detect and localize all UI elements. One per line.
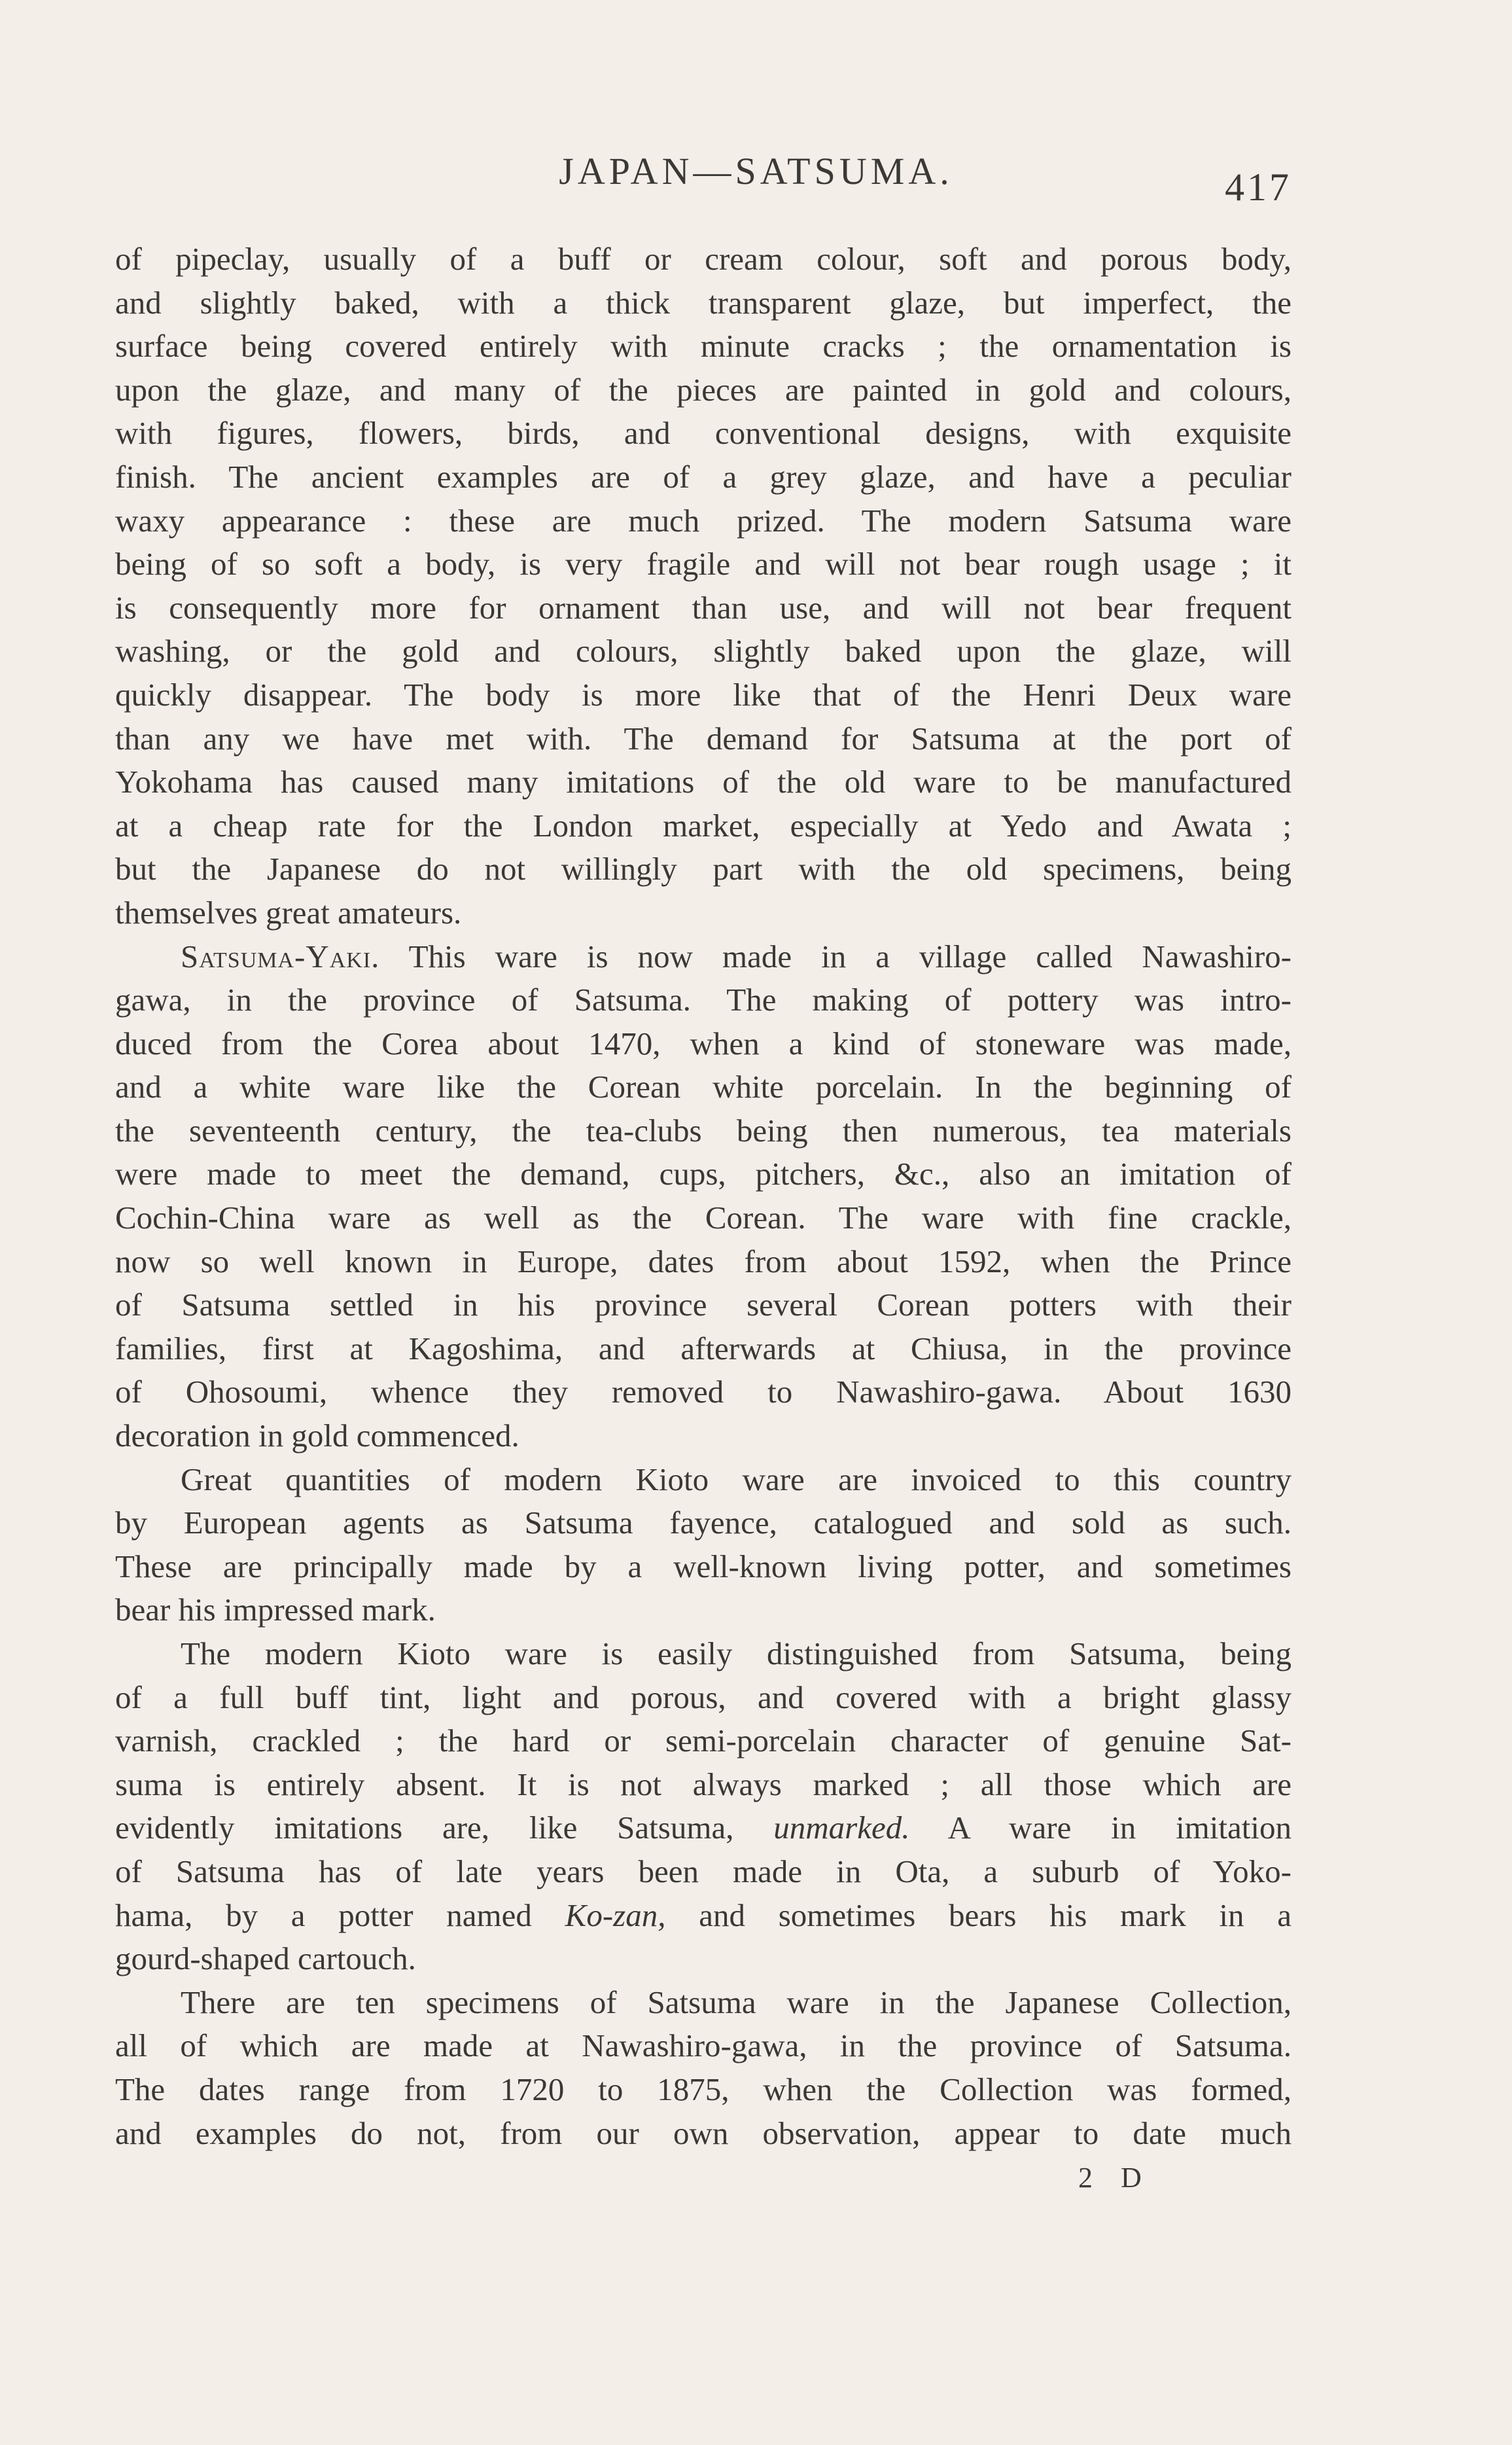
italic-ko-zan: Ko-zan, bbox=[565, 1897, 666, 1933]
text-line: upon the glaze, and many of the pieces are painted in gold and colours, bbox=[115, 371, 1292, 408]
paragraph-3 bbox=[115, 1458, 1292, 1632]
text-line: gourd-shaped cartouch. bbox=[115, 1940, 416, 1977]
text-line: Cochin-China ware as well as the Corean. The ware with fine crackle, bbox=[115, 1200, 1292, 1236]
text-line: Yokohama has caused many imitations of the old ware to be manufactured bbox=[115, 764, 1292, 800]
text-line: of a full buff tint, light and porous, and covered with a bright glassy bbox=[115, 1679, 1292, 1715]
text-line: families, first at Kagoshima, and afterwards at Chiusa, in the province bbox=[115, 1330, 1292, 1366]
text-line: waxy appearance : these are much prized. The modern Satsuma ware bbox=[115, 502, 1292, 539]
text-span: hama, by a potter named bbox=[115, 1897, 532, 1933]
text-line: Great quantities of modern Kioto ware are invoiced to this country bbox=[181, 1461, 1292, 1497]
text-line: washing, or the gold and colours, slightly baked upon the glaze, will bbox=[115, 633, 1292, 669]
signature-mark: 2 D bbox=[1078, 2162, 1152, 2194]
text-line: themselves great amateurs. bbox=[115, 894, 462, 931]
text-line: of Satsuma settled in his province several Corean potters with their bbox=[115, 1287, 1292, 1323]
text-line: were made to meet the demand, cups, pitchers, &c., also an imitation of bbox=[115, 1156, 1292, 1192]
paragraph-4 bbox=[115, 1632, 1292, 1981]
text-line: These are principally made by a well-known living potter, and sometimes bbox=[115, 1548, 1292, 1584]
text-line: but the Japanese do not willingly part with the old specimens, being bbox=[115, 851, 1292, 887]
text-line: is consequently more for ornament than use, and will not bear frequent bbox=[115, 589, 1292, 626]
text-line: The modern Kioto ware is easily distinguished from Satsuma, being bbox=[181, 1635, 1292, 1671]
text-line: with figures, flowers, birds, and conventional designs, with exquisite bbox=[115, 415, 1292, 452]
running-head bbox=[0, 149, 1512, 209]
text-span: and sometimes bears his mark in a bbox=[699, 1897, 1292, 1933]
text-line: the seventeenth century, the tea-clubs being then numerous, tea materials bbox=[115, 1112, 1292, 1149]
text-line: quickly disappear. The body is more like that of the Henri Deux ware bbox=[115, 676, 1292, 713]
page-number: 417 bbox=[1225, 166, 1292, 209]
text-line bbox=[115, 1806, 1292, 1850]
text-line: finish. The ancient examples are of a grey glaze, and have a peculiar bbox=[115, 458, 1292, 495]
text-line bbox=[115, 935, 1292, 979]
text-span: evidently imitations are, like Satsuma, bbox=[115, 1810, 734, 1846]
text-line bbox=[115, 1894, 1292, 1938]
text-line: gawa, in the province of Satsuma. The making of pottery was intro- bbox=[115, 982, 1292, 1018]
text-line: The dates range from 1720 to 1875, when the Collection was formed, bbox=[115, 2071, 1292, 2107]
text-line: now so well known in Europe, dates from about 1592, when the Prince bbox=[115, 1243, 1292, 1279]
text-line: varnish, crackled ; the hard or semi-porcelain character of genuine Sat- bbox=[115, 1722, 1292, 1759]
text-line: being of so soft a body, is very fragile and will not bear rough usage ; it bbox=[115, 546, 1292, 582]
text-line: than any we have met with. The demand for Satsuma at the port of bbox=[115, 720, 1292, 757]
paragraph-1 bbox=[115, 238, 1292, 935]
text-line: of Ohosoumi, whence they removed to Nawashiro-gawa. About 1630 bbox=[115, 1374, 1292, 1410]
text-line: and examples do not, from our own observation, appear to date much bbox=[115, 2115, 1292, 2151]
text-line: surface being covered entirely with minute cracks ; the ornamentation is bbox=[115, 328, 1292, 365]
section-heading-satsuma-yaki: Satsuma-Yaki. bbox=[181, 938, 380, 974]
text-line: and a white ware like the Corean white porcelain. In the beginning of bbox=[115, 1069, 1292, 1105]
text-line: of Satsuma has of late years been made in Ota, a suburb of Yoko- bbox=[115, 1853, 1292, 1889]
text-line: duced from the Corea about 1470, when a kind of stoneware was made, bbox=[115, 1025, 1292, 1062]
text-line: bear his impressed mark. bbox=[115, 1592, 436, 1628]
paragraph-2 bbox=[115, 935, 1292, 1458]
text-line: decoration in gold commenced. bbox=[115, 1418, 519, 1454]
text-line: at a cheap rate for the London market, especially at Yedo and Awata ; bbox=[115, 807, 1292, 844]
text-line: all of which are made at Nawashiro-gawa, in the province of Satsuma. bbox=[115, 2027, 1292, 2064]
text-line: of pipeclay, usually of a buff or cream colour, soft and porous body, bbox=[115, 241, 1292, 277]
running-title: JAPAN—SATSUMA. bbox=[559, 150, 953, 192]
text-line: by European agents as Satsuma fayence, catalogued and sold as such. bbox=[115, 1505, 1292, 1541]
text-line: suma is entirely absent. It is not always marked ; all those which are bbox=[115, 1766, 1292, 1802]
text-span: This ware is now made in a village called Nawashiro- bbox=[408, 938, 1292, 974]
text-line: There are ten specimens of Satsuma ware in the Japanese Collection, bbox=[181, 1984, 1292, 2020]
body-text bbox=[115, 238, 1292, 2155]
paragraph-5 bbox=[115, 1981, 1292, 2155]
text-line: and slightly baked, with a thick transparent glaze, but imperfect, the bbox=[115, 284, 1292, 321]
italic-unmarked: unmarked. bbox=[773, 1810, 910, 1846]
text-span: A ware in imitation bbox=[947, 1810, 1292, 1846]
